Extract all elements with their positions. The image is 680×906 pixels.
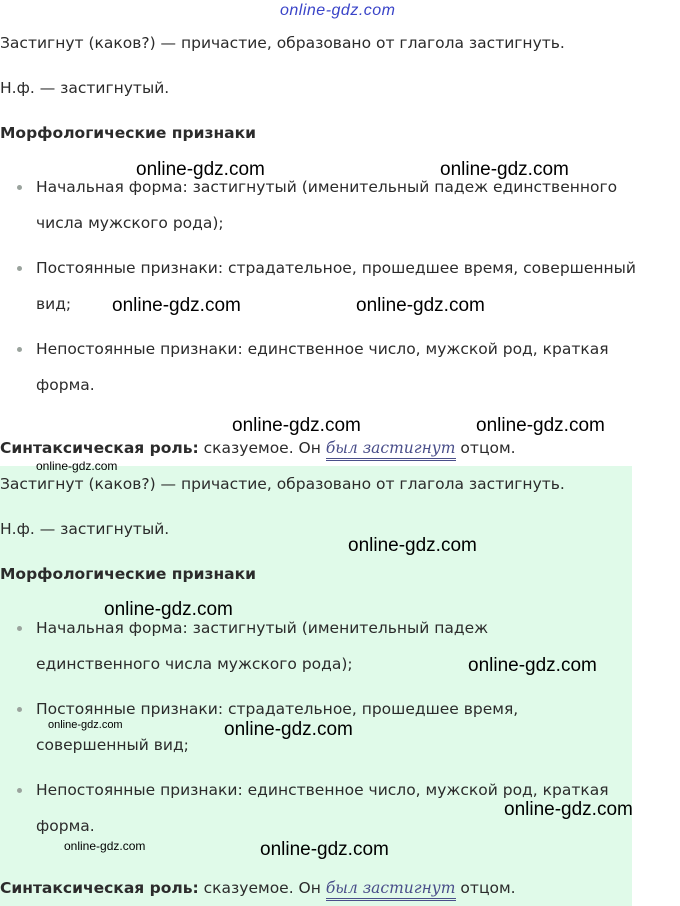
list-item-line: Непостоянные признаки: единственное число, мужской род, краткая: [36, 781, 609, 799]
watermark: online-gdz.com: [504, 799, 633, 820]
watermark: online-gdz.com: [136, 159, 265, 180]
watermark: online-gdz.com: [440, 159, 569, 180]
initial-form-line: Н.ф. — застигнутый.: [0, 79, 170, 97]
watermark: online-gdz.com: [476, 415, 605, 436]
watermark: online-gdz.com: [468, 655, 597, 676]
watermark: online-gdz.com: [348, 535, 477, 556]
watermark: online-gdz.com: [48, 719, 123, 731]
list-item-line: форма.: [36, 817, 95, 835]
syntax-role-label: Синтаксическая роль:: [0, 439, 199, 457]
watermark: online-gdz.com: [224, 719, 353, 740]
bullet-icon: [17, 707, 22, 712]
bullet-icon: [17, 788, 22, 793]
watermark: online-gdz.com: [356, 295, 485, 316]
watermark: online-gdz.com: [36, 459, 118, 473]
syntax-role-tail: отцом.: [455, 879, 516, 897]
syntax-role-line: [0, 877, 516, 899]
watermark: online-gdz.com: [280, 2, 396, 19]
list-item-line: Начальная форма: застигнутый (именительный падеж: [36, 619, 489, 637]
watermark: online-gdz.com: [112, 295, 241, 316]
bullet-icon: [17, 266, 22, 271]
list-item-line: форма.: [36, 376, 95, 394]
list-item-line: вид;: [36, 295, 72, 313]
syntax-role-text: сказуемое. Он: [198, 439, 326, 457]
list-item-line: совершенный вид;: [36, 736, 189, 754]
list-item-line: Непостоянные признаки: единственное число, мужской род, краткая: [36, 340, 609, 358]
syntax-role-label: Синтаксическая роль:: [0, 879, 199, 897]
bullet-icon: [17, 626, 22, 631]
handwritten-predicate: был застигнут: [326, 879, 456, 901]
handwritten-predicate: был застигнут: [326, 439, 456, 461]
watermark: online-gdz.com: [104, 599, 233, 620]
morphology-heading: Морфологические признаки: [0, 565, 257, 583]
syntax-role-line: [0, 437, 516, 459]
watermark: online-gdz.com: [232, 415, 361, 436]
list-item-line: Постоянные признаки: страдательное, прошедшее время,: [36, 700, 519, 718]
list-item-line: числа мужского рода);: [36, 214, 224, 232]
syntax-role-tail: отцом.: [455, 439, 516, 457]
list-item-line: единственного числа мужского рода);: [36, 655, 353, 673]
initial-form-line: Н.ф. — застигнутый.: [0, 520, 170, 538]
morphology-heading: Морфологические признаки: [0, 124, 257, 142]
list-item-line: Начальная форма: застигнутый (именительный падеж единственного: [36, 178, 618, 196]
syntax-role-text: сказуемое. Он: [198, 879, 326, 897]
bullet-icon: [17, 347, 22, 352]
participle-description: Застигнут (каков?) — причастие, образовано от глагола застигнуть.: [0, 34, 565, 52]
participle-description: Застигнут (каков?) — причастие, образовано от глагола застигнуть.: [0, 475, 565, 493]
list-item-line: Постоянные признаки: страдательное, прошедшее время, совершенный: [36, 259, 636, 277]
bullet-icon: [17, 185, 22, 190]
watermark: online-gdz.com: [64, 839, 146, 853]
watermark: online-gdz.com: [260, 839, 389, 860]
